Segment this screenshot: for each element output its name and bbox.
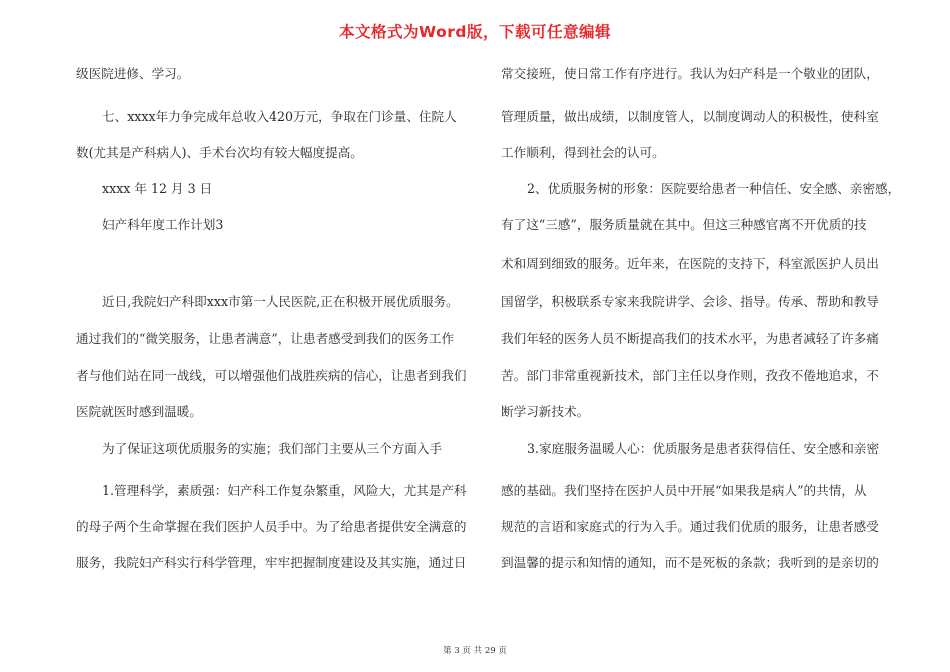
- document-banner: 本文格式为Word版，下载可任意编辑: [339, 23, 611, 41]
- text-line: 1.管理科学，素质强：妇产科工作复杂繁重，风险大，尤其是产科: [102, 483, 467, 498]
- text-line: 通过我们的“微笑服务，让患者满意”，让患者感受到我们的医务工作: [76, 331, 455, 346]
- text-line: 断学习新技术。: [501, 404, 590, 419]
- text-line: 为了保证这项优质服务的实施；我们部门主要从三个方面入手: [102, 441, 443, 456]
- text-line: 服务，我院妇产科实行科学管理，牢牢把握制度建设及其实施，通过日: [76, 555, 467, 570]
- page-number: 第 3 页 共 29 页: [443, 646, 507, 656]
- text-line: 的母子两个生命掌握在我们医护人员手中。为了给患者提供安全满意的: [76, 519, 467, 534]
- text-line: 苦。部门非常重视新技术，部门主任以身作则，孜孜不倦地追求，不: [501, 368, 879, 383]
- text-line: 近日,我院妇产科即xxx市第一人民医院,正在积极开展优质服务。: [102, 294, 459, 309]
- text-line: 数(尤其是产科病人)、手术台次均有较大幅度提高。: [76, 145, 363, 160]
- text-line: 2、优质服务树的形象：医院要给患者一种信任、安全感、亲密感，: [527, 181, 901, 196]
- text-line: 规范的言语和家庭式的行为入手。通过我们优质的服务，让患者感受: [501, 519, 879, 534]
- text-line: 我们年轻的医务人员不断提高我们的技术水平，为患者减轻了许多痛: [501, 331, 879, 346]
- text-line: 3.家庭服务温暖人心：优质服务是患者获得信任、安全感和亲密: [527, 441, 880, 456]
- text-line: 级医院进修、学习。: [76, 66, 190, 81]
- section-title: 妇产科年度工作计划3: [102, 217, 224, 232]
- text-line: 有了这“三感”，服务质量就在其中。但这三种感官离不开优质的技: [501, 217, 867, 232]
- date-line: xxxx 年 12 月 3 日: [102, 181, 213, 196]
- text-line: 术和周到细致的服务。近年来，在医院的支持下，科室派医护人员出: [501, 256, 879, 271]
- text-line: 者与他们站在同一战线，可以增强他们战胜疾病的信心，让患者到我们: [76, 368, 467, 383]
- text-line: 感的基础。我们坚持在医护人员中开展“如果我是病人”的共情，从: [501, 483, 867, 498]
- text-line: 管理质量，做出成绩，以制度管人，以制度调动人的积极性，使科室: [501, 109, 879, 124]
- text-line: 国留学，积极联系专家来我院讲学、会诊、指导。传承、帮助和教导: [501, 294, 879, 309]
- text-line: 工作顺利，得到社会的认可。: [501, 145, 665, 160]
- text-line: 医院就医时感到温暖。: [76, 404, 202, 419]
- text-line: 七、xxxx年力争完成年总收入420万元，争取在门诊量、住院人: [102, 109, 457, 124]
- text-line: 到温馨的提示和知情的通知，而不是死板的条款；我听到的是亲切的: [501, 555, 879, 570]
- text-line: 常交接班，使日常工作有序进行。我认为妇产科是一个敬业的团队，: [501, 66, 879, 81]
